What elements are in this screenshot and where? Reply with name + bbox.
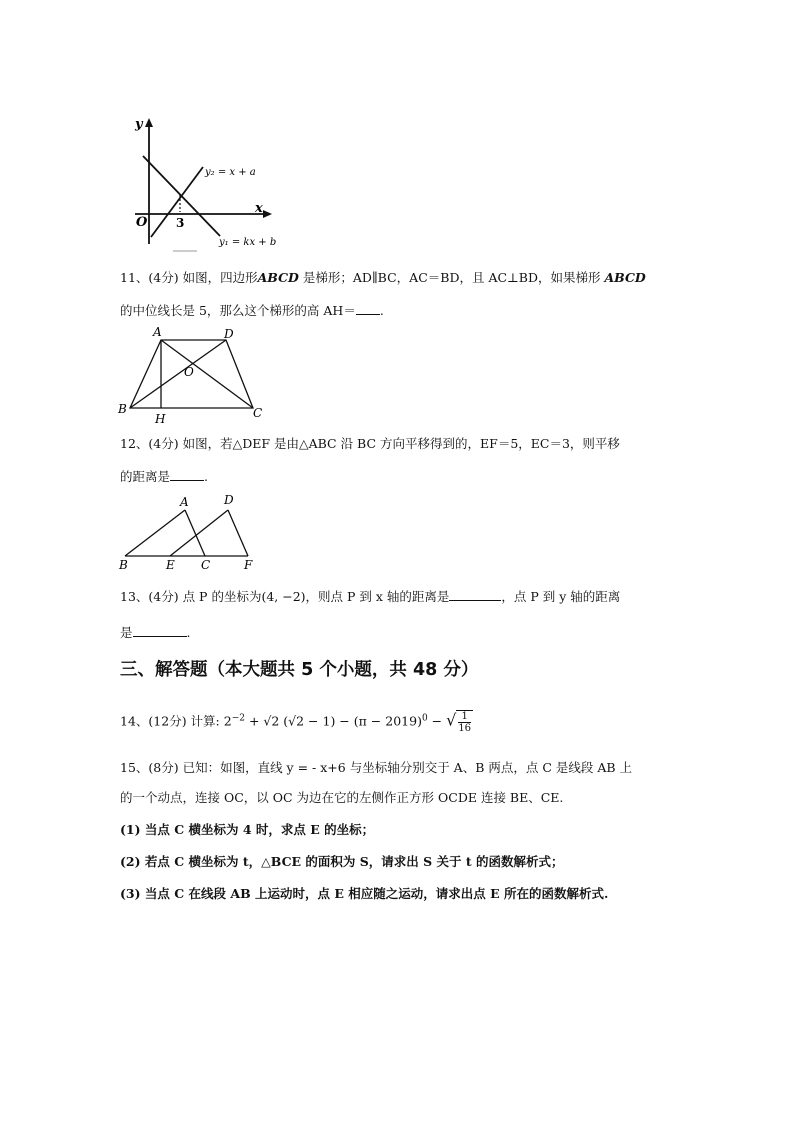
q15-line1: 15、(8分) 已知：如图，直线 y = - x+6 与坐标轴分别交于 A、B 两点，点 C 是线段 AB 上	[120, 760, 633, 775]
section-3-heading: 三、解答题（本大题共 5 个小题，共 48 分）	[120, 660, 479, 680]
fig12-triangles	[114, 490, 264, 572]
fig10-origin-label: O	[136, 215, 148, 230]
q15-part2: (2) 若点 C 横坐标为 t，△BCE 的面积为 S，请求出 S 关于 t 的函数解析式；	[120, 854, 564, 869]
fig11-label-b: B	[118, 402, 127, 416]
q14-prefix: 14、(12分) 计算:	[120, 713, 220, 729]
fig10-graph	[125, 112, 285, 257]
q14-line	[120, 710, 473, 734]
q12-line2-text: 的距离是	[120, 469, 171, 484]
q13-line2-text: 是	[120, 625, 133, 640]
fig12-label-c: C	[201, 558, 211, 572]
q15-line2: 的一个动点，连接 OC，以 OC 为边在它的左侧作正方形 OCDE 连接 BE、CE.	[120, 790, 564, 805]
fig11-trapezoid	[116, 322, 276, 426]
fig11-label-o: O	[184, 365, 194, 379]
q13-line2	[120, 624, 191, 641]
fig11-label-c: C	[253, 406, 263, 420]
q12-answer-blank[interactable]	[170, 468, 204, 481]
q11-answer-blank[interactable]	[356, 302, 380, 315]
fig10-y-axis-label: y	[135, 117, 143, 132]
q14-expr-exp-2: 0	[421, 713, 428, 724]
q14-fraction	[456, 710, 473, 734]
q14-frac-num: 1	[458, 711, 471, 723]
q11-abcd-1: ABCD	[257, 270, 299, 285]
fig12-label-a: A	[180, 495, 189, 509]
q14-frac-den: 16	[458, 723, 472, 734]
q13-line1-text: 13、(4分) 点 P 的坐标为(4, −2)，则点 P 到 x 轴的距离是	[120, 589, 450, 604]
q13-line1	[120, 588, 620, 605]
q14-expr-mid: + √2 (√2 − 1) − (π − 2019)	[244, 713, 422, 729]
q11-line1	[120, 270, 646, 286]
q12-line1: 12、(4分) 如图，若△DEF 是由△ABC 沿 BC 方向平移得到的，EF＝5，EC＝3，则平移	[120, 436, 620, 451]
q11-prefix: 11、(4分) 如图，四边形	[120, 270, 258, 285]
q11-line2-end: .	[379, 303, 384, 318]
q14-expr-minus: −	[427, 713, 447, 729]
fig12-label-d: D	[224, 493, 234, 507]
q14-expr-exp-1: −2	[231, 713, 245, 724]
q11-line2	[120, 302, 384, 319]
q12-line2	[120, 468, 208, 485]
q15-part1: (1) 当点 C 横坐标为 4 时，求点 E 的坐标；	[120, 822, 375, 837]
fig11-label-d: D	[224, 327, 234, 341]
q12-line2-end: .	[204, 469, 208, 484]
q13-line1-rest: ，点 P 到 y 轴的距离	[501, 589, 621, 604]
q11-abcd-2: ABCD	[604, 270, 646, 285]
fig10-tick-label: 3	[176, 216, 185, 230]
fig10-line1-label: y₁ = kx + b	[219, 237, 277, 248]
q15-part3: (3) 当点 C 在线段 AB 上运动时，点 E 相应随之运动，请求出点 E 所在的函数解析式.	[120, 886, 609, 901]
fig10-line2-label: y₂ = x + a	[205, 167, 256, 178]
q13-answer-blank-2[interactable]	[133, 624, 187, 637]
fig12-label-f: F	[244, 558, 253, 572]
fig12-label-b: B	[119, 558, 128, 572]
q14-sqrt-sign: √	[446, 710, 457, 730]
q11-line1-rest: 是梯形；AD∥BC，AC＝BD，且 AC⊥BD，如果梯形	[298, 270, 605, 285]
fig11-label-h: H	[155, 412, 166, 426]
fig12-label-e: E	[166, 558, 175, 572]
q14-expr-base: 2	[223, 713, 232, 729]
q11-line2-text: 的中位线长是 5，那么这个梯形的高 AH＝	[120, 303, 356, 318]
fig11-label-a: A	[153, 325, 162, 339]
fig10-x-axis-label: x	[255, 201, 263, 216]
q13-line2-end: .	[186, 625, 191, 640]
q13-answer-blank-1[interactable]	[449, 588, 501, 601]
